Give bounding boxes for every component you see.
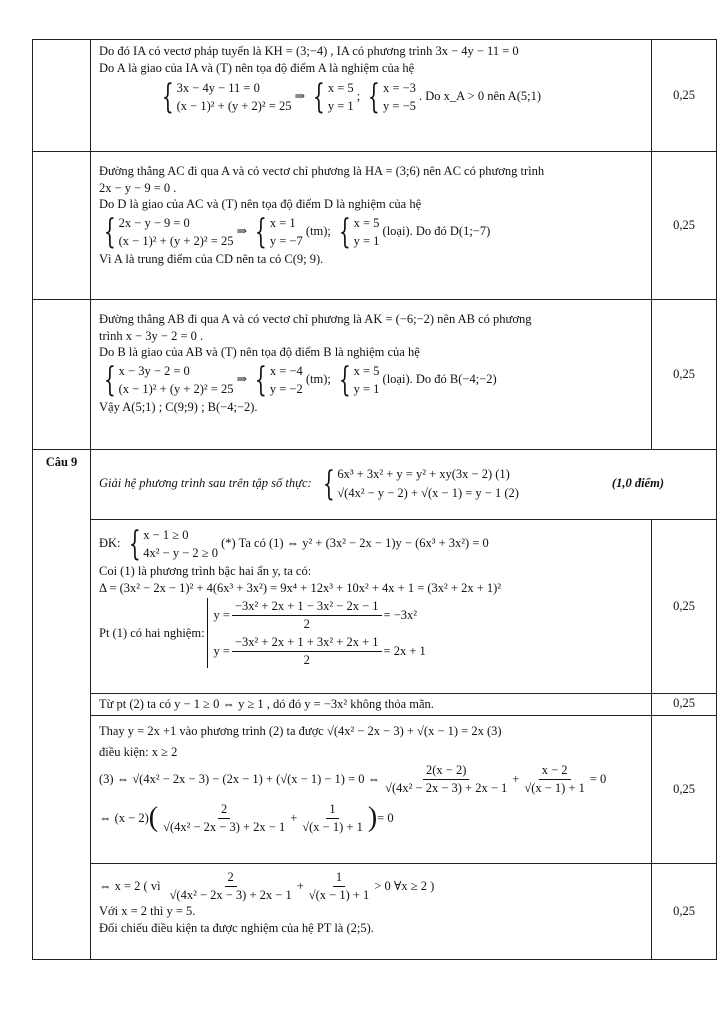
solution-cell (91, 694, 652, 716)
equation-line: ⇔ (x − 2) ( $\frac{2}{\text{√(4x² − 2x − 3) + 2x − 1}}$ + $\frac{1}{√(x - 1) + 1}$ ) = 0 (99, 800, 643, 837)
score-cell: 0,25 (652, 694, 717, 716)
equation: x − 3y − 2 = 0 (118, 363, 190, 378)
fraction (232, 634, 382, 668)
score-cell: 0,25 (652, 716, 717, 864)
root-result: = 2x + 1 (383, 644, 426, 658)
fraction (382, 762, 510, 796)
equation: (x − 1)² + (y + 2)² = 25 (118, 381, 234, 396)
equation: y = −5 (383, 99, 416, 114)
solution-system (250, 211, 303, 252)
equation-line: ⇔ x = 2 ( vì $\frac{2}{\text{√(4x² − 2x − 3) + 2x − 1}}$ + $\frac{1}{√(x - 1) + 1}$ > 0 ∀x ≥ 2 ) (99, 870, 435, 902)
text-line: Với x = 2 thì y = 5. (99, 904, 196, 918)
equals-zero: = 0 (589, 771, 607, 786)
fraction (299, 801, 366, 835)
roots-bracket (207, 598, 426, 668)
question-cell (33, 40, 91, 152)
root-result: = −3x² (383, 608, 418, 622)
numerator: 2(x − 2) (423, 762, 469, 780)
condition-label: ĐK: (99, 536, 121, 550)
score-cell: 0,25 (652, 864, 717, 960)
numerator: 2 (218, 801, 230, 819)
paren-open: ( (148, 802, 159, 833)
equation-text: (3) ⇔ √(4x² − 2x − 3) − (2x − 1) + (√(x − 1) − 1) = 0 ⇔ (99, 771, 381, 786)
equation: 4x² − y − 2 ≥ 0 (143, 546, 219, 561)
equation: y = −2 (269, 381, 303, 396)
equation-text: ⇔ x = 2 ( vì (99, 878, 161, 893)
equals-zero: = 0 (377, 811, 394, 826)
brace-symbol: { (161, 77, 174, 118)
numerator: −3x² + 2x + 1 − 3x² − 2x − 1 (232, 598, 382, 616)
equation: 3x − 4y − 11 = 0 (176, 81, 260, 95)
brace-symbol: { (368, 77, 381, 118)
text-line: điều kiện: x ≥ 2 (99, 744, 178, 759)
brace-symbol: { (255, 359, 267, 400)
condition-line (99, 525, 643, 563)
brace-symbol: { (103, 359, 116, 400)
answer-table (32, 39, 717, 960)
score-cell: 0,25 (652, 300, 717, 450)
equation: y = 1 (353, 233, 380, 248)
numerator: 1 (333, 869, 345, 887)
table-row (33, 300, 717, 450)
equation: x = −3 (383, 81, 416, 95)
paren-close: ) (367, 802, 378, 833)
equation-text: (*) Ta có (1) ⇔ y² + (3x² − 2x − 1)y − (6x³ + 3x²) = 0 (221, 536, 489, 550)
note-text: (tm); (305, 371, 331, 386)
equation-system-line: { 2x − y − 9 = 0 (x − 1)² + (y + 2)² = 25 ⇒ { x = 1 y = −7 (tm); { x = 5 y = 1 (loại). Do đó D(1;−7) (99, 213, 643, 251)
brace-symbol: { (322, 463, 335, 504)
equation: x = 5 (327, 81, 354, 95)
table-row (33, 520, 717, 694)
brace-symbol: { (128, 524, 141, 565)
text-line: Đường thẳng AC đi qua A và có vectơ chỉ phương là HA = (3;6) nên AC có phương trình (99, 164, 545, 178)
equation: √(4x² − y − 2) + √(x − 1) = y − 1 (2) (337, 485, 519, 500)
brace-symbol: { (255, 211, 267, 252)
equation: x − 1 ≥ 0 (143, 528, 189, 542)
equation-text: ⇔ (x − 2) (99, 811, 149, 826)
equation: (x − 1)² + (y + 2)² = 25 (176, 99, 292, 114)
conclusion-text: (loại). Do đó D(1;−7) (382, 223, 491, 238)
numerator: 2 (225, 869, 237, 887)
text-line: Đường thẳng AB đi qua A và có vectơ chỉ phương là AK = (−6;−2) nên AB có phương (99, 312, 532, 326)
denominator: √(x − 1) + 1 (524, 780, 585, 795)
fraction (521, 762, 588, 796)
table-row (33, 864, 717, 960)
text-line: Coi (1) là phương trình bậc hai ẩn y, ta có: (99, 564, 312, 579)
table-row (33, 450, 717, 520)
equation: y = 1 (327, 99, 354, 114)
equation-system (99, 359, 234, 400)
question-label: Câu 9 (33, 450, 91, 960)
root-prefix: y = (213, 644, 230, 658)
solution-cell (91, 40, 652, 152)
condition-system (124, 524, 219, 565)
score-cell: 0,25 (652, 520, 717, 694)
denominator: √(4x² − 2x − 3) + 2x − 1 (163, 819, 286, 834)
text-line: Do đó IA có vectơ pháp tuyến là KH = (3;−4) , IA có phương trình 3x − 4y − 11 = 0 (99, 44, 519, 58)
text-line: Do B là giao của AB và (T) nên tọa độ điểm B là nghiệm của hệ (99, 345, 420, 359)
denominator: √(x − 1) + 1 (308, 887, 370, 902)
denominator: √(4x² − 2x − 3) + 2x − 1 (385, 780, 508, 795)
solution-cell (91, 864, 652, 960)
solution-system (363, 77, 416, 118)
question-cell (33, 300, 91, 450)
table-row (33, 152, 717, 300)
brace-symbol: { (338, 359, 351, 400)
equation-system (157, 77, 292, 118)
text-line: Đối chiếu điều kiện ta được nghiệm của hệ PT là (2;5). (99, 920, 374, 935)
question-cell (33, 152, 91, 300)
solution-system (250, 359, 303, 400)
text-line: Δ = (3x² − 2x − 1)² + 4(6x³ + 3x²) = 9x⁴ + 12x³ + 10x² + 4x + 1 = (3x² + 2x + 1)² (99, 580, 502, 595)
denominator: √(x − 1) + 1 (302, 819, 363, 834)
equation: x = 1 (269, 215, 296, 230)
roots-line (99, 598, 643, 668)
score-cell: 0,25 (652, 152, 717, 300)
solution-cell (91, 520, 652, 694)
equation-line (99, 762, 643, 796)
roots-label: Pt (1) có hai nghiệm: (99, 626, 205, 640)
equation: 2x − y − 9 = 0 (118, 215, 190, 230)
points-label: (1,0 điểm) (611, 476, 664, 491)
text-line: 2x − y − 9 = 0 . (99, 180, 177, 195)
solution-cell (91, 300, 652, 450)
score-cell: 0,25 (652, 40, 717, 152)
fraction (306, 869, 373, 903)
brace-symbol: { (313, 77, 325, 118)
numerator: x − 2 (539, 762, 571, 780)
problem-prompt: Giải hệ phương trình sau trên tập số thực: (99, 476, 312, 491)
table-row (33, 40, 717, 152)
denominator: 2 (303, 616, 310, 631)
fraction (232, 598, 382, 632)
table-row (33, 694, 717, 716)
problem-statement (91, 450, 717, 520)
numerator: 1 (326, 801, 338, 819)
solution-system (334, 359, 380, 400)
solution-cell (91, 716, 652, 864)
equation-text: > 0 ∀x ≥ 2 ) (374, 878, 435, 893)
root-prefix: y = (213, 608, 230, 622)
text-line: Do D là giao của AC và (T) nên tọa độ điểm D là nghiệm của hệ (99, 197, 422, 211)
equation: x = −4 (269, 363, 303, 378)
text-line: Do A là giao của IA và (T) nên tọa độ điểm A là nghiệm của hệ (99, 60, 415, 75)
equation: x = 5 (353, 215, 380, 230)
fraction (167, 869, 295, 903)
problem-system (318, 463, 519, 504)
solution-cell (91, 152, 652, 300)
equation: x = 5 (353, 363, 380, 378)
brace-symbol: { (103, 211, 116, 252)
fraction (160, 801, 288, 835)
text-line: Thay y = 2x +1 vào phương trình (2) ta được √(4x² − 2x − 3) + √(x − 1) = 2x (3) (99, 724, 502, 738)
plus-sign: + (512, 771, 520, 786)
table-row (33, 716, 717, 864)
denominator: 2 (303, 652, 310, 667)
solution-system (308, 77, 354, 118)
equation: y = −7 (269, 233, 303, 248)
equation-system-line: { 3x − 4y − 11 = 0 (x − 1)² + (y + 2)² = 25 ⇒ { x = 5 y = 1 ; { x = −3 y = −5 . Do x_A > 0 nên A(5;1) (99, 78, 643, 116)
conclusion-text: (loại). Do đó B(−4;−2) (382, 371, 497, 386)
numerator: −3x² + 2x + 1 + 3x² + 2x + 1 (232, 634, 382, 652)
denominator: √(4x² − 2x − 3) + 2x − 1 (169, 887, 292, 902)
text-line: Vì A là trung điểm của CD nên ta có C(9; 9). (99, 251, 324, 266)
text-line: trình x − 3y − 2 = 0 . (99, 328, 204, 343)
equation-system-line: { x − 3y − 2 = 0 (x − 1)² + (y + 2)² = 25 ⇒ { x = −4 y = −2 (tm); { x = 5 y = 1 (loại). Do đó B(−4;−2) (99, 361, 643, 399)
note-text: (tm); (305, 223, 331, 238)
text-line: Vậy A(5;1) ; C(9;9) ; B(−4;−2). (99, 399, 258, 414)
equation-system (99, 211, 234, 252)
text-line: Từ pt (2) ta có y − 1 ≥ 0 ⇔ y ≥ 1 , dó đó y = −3x² không thỏa mãn. (99, 697, 434, 711)
solution-system (334, 211, 380, 252)
conclusion-text: . Do x_A > 0 nên A(5;1) (419, 89, 542, 103)
brace-symbol: { (338, 211, 351, 252)
equation: 6x³ + 3x² + y = y² + xy(3x − 2) (1) (337, 467, 510, 482)
equation: y = 1 (353, 381, 380, 396)
equation: (x − 1)² + (y + 2)² = 25 (118, 233, 234, 248)
